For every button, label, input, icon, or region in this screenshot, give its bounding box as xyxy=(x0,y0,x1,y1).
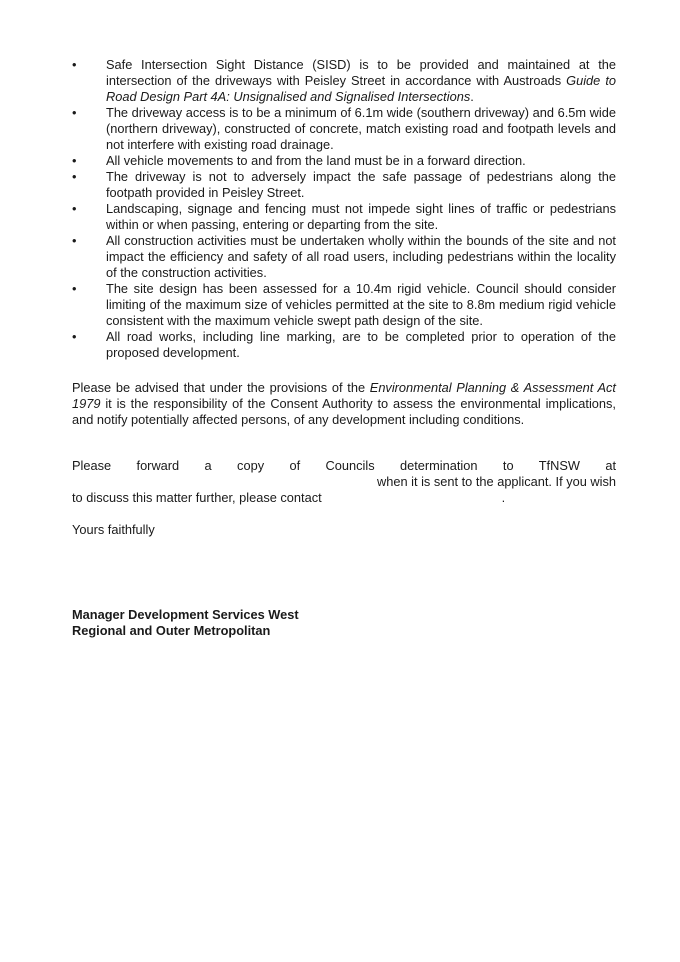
signatory-unit: Regional and Outer Metropolitan xyxy=(72,623,271,638)
list-item: • All road works, including line marking, are to be completed prior to operation of the proposed development. xyxy=(72,329,616,360)
bullet-icon: • xyxy=(72,233,77,248)
bullet-icon: • xyxy=(72,105,77,120)
signatory-title: Manager Development Services West xyxy=(72,607,299,622)
list-item: • All vehicle movements to and from the land must be in a forward direction. xyxy=(72,153,526,168)
list-item: • Safe Intersection Sight Distance (SISD) is to be provided and maintained at the intersection of the driveways with Peisley Street in accordance with Austroads Guide to Road Design Part 4A: Unsignalised and Signalised Intersections. xyxy=(72,57,616,104)
advice-paragraph: Please be advised that under the provisions of the Environmental Planning & Assessment Act 1979 it is the responsibility of the Consent Authority to assess the environmental implications, and notify potentially affected persons, of any development including conditions. xyxy=(72,380,616,427)
list-item: • All construction activities must be undertaken wholly within the bounds of the site and not impact the efficiency and safety of all road users, including pedestrians within the locality of the construction activities. xyxy=(72,233,616,280)
bullet-icon: • xyxy=(72,329,77,344)
bullet-icon: • xyxy=(72,169,77,184)
list-item: • The driveway is not to adversely impact the safe passage of pedestrians along the footpath provided in Peisley Street. xyxy=(72,169,616,200)
bullet-icon: • xyxy=(72,201,77,216)
forward-paragraph xyxy=(72,458,616,506)
bullet-icon: • xyxy=(72,57,77,72)
closing-salutation: Yours faithfully xyxy=(72,522,155,537)
bullet-icon: • xyxy=(72,281,77,296)
list-item: • The driveway access is to be a minimum of 6.1m wide (southern driveway) and 6.5m wide (northern driveway), constructed of concrete, match existing road and footpath levels and not interfere with existing road drainage. xyxy=(72,105,616,152)
forward-line-2: when it is sent to the applicant. If you wish xyxy=(376,474,616,489)
signature-block xyxy=(72,607,299,639)
list-item: • Landscaping, signage and fencing must not impede sight lines of traffic or pedestrians within or when passing, entering or departing from the site. xyxy=(72,201,616,232)
bullet-icon: • xyxy=(72,153,77,168)
forward-line-1: Please forward a copy of Councils determination to TfNSW at xyxy=(72,458,616,473)
list-item: • The site design has been assessed for a 10.4m rigid vehicle. Council should consider limiting of the maximum size of vehicles permitted at the site to 8.8m medium rigid vehicle consistent with the maximum vehicle swept path design of the site. xyxy=(72,281,616,328)
conditions-list xyxy=(72,57,616,361)
forward-line-3: to discuss this matter further, please contact . xyxy=(72,490,506,505)
